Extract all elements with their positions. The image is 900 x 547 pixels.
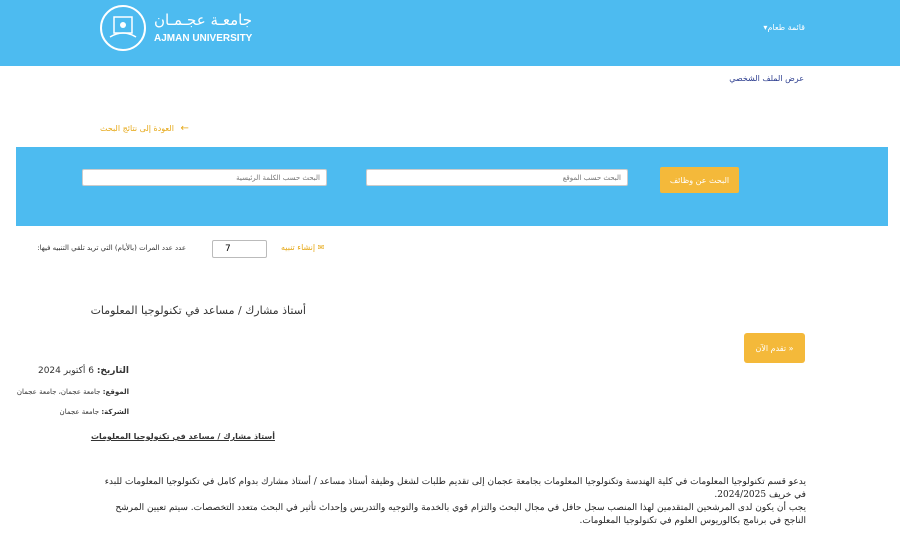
alert-frequency-label: عدد عدد المرات (بالأيام) التي تريد تلقي التنبيه فيها: (37, 244, 186, 252)
back-to-results-link[interactable] (100, 123, 189, 134)
description-paragraph: يجب أن يكون لدى المرشحين المتقدمين لهذا المنصب سجل حافل في مجال البحث والتزام قوي بالخدمة والتوجيه والتدريس وإحداث تأثير في البحث متعدد التخصصات. سيتم تعيين المرشح الناجح في برنامج بكالوريوس العلوم في تكنولوجيا المعلومات. (115, 503, 806, 526)
location-value: جامعة عجمان، جامعة عجمان (16, 388, 101, 396)
description-paragraph: يدعو قسم تكنولوجيا المعلومات في كلية الهندسة وتكنولوجيا المعلومات بجامعة عجمان إلى تقديم طلبات لشغل وظيفة أستاذ مساعد / أستاذ مشارك بدوام كامل في تكنولوجيا المعلومات للبدء في خريف 2024/2025. (104, 477, 806, 500)
job-alert-row (30, 240, 350, 258)
position-heading: أستاذ مشارك / مساعد في تكنولوجيا المعلومات (90, 432, 275, 441)
location-search-input[interactable] (366, 169, 628, 186)
job-description (100, 476, 806, 528)
company-value: جامعة عجمان (59, 408, 100, 416)
alert-days-input[interactable] (212, 240, 267, 258)
company-label: الشركة: (101, 408, 129, 416)
menu-dropdown-toggle[interactable] (763, 23, 805, 32)
job-search-panel (16, 147, 888, 226)
search-jobs-button[interactable]: البحث عن وظائف (660, 167, 739, 193)
location-label: الموقع: (102, 388, 129, 396)
bell-icon: ✉ (317, 243, 325, 252)
job-company (60, 408, 129, 416)
arrow-left-icon: ← (180, 123, 189, 134)
caret-down-icon: ▾ (763, 23, 768, 32)
create-alert-label: إنشاء تنبيه (281, 243, 316, 252)
date-value: 6 أكتوبر 2024 (37, 366, 94, 376)
job-title: أستاذ مشارك / مساعد في تكنولوجيا المعلومات (90, 304, 306, 317)
job-location (17, 388, 129, 396)
university-logo[interactable] (100, 5, 260, 55)
create-alert-link[interactable] (281, 243, 324, 252)
job-date (38, 366, 129, 376)
apply-now-button[interactable]: تقدم الآن » (744, 333, 805, 363)
logo-arabic-text: جامعـة عجـمـان (154, 11, 252, 29)
keyword-search-input[interactable] (82, 169, 327, 186)
menu-label: قائمة طعام (767, 23, 805, 32)
logo-emblem-icon (100, 5, 146, 51)
apply-label: تقدم الآن (755, 343, 787, 353)
back-link-label: العودة إلى نتائج البحث (100, 124, 174, 133)
logo-english-text: AJMAN UNIVERSITY (154, 33, 253, 44)
view-profile-link[interactable]: عرض الملف الشخصي (729, 74, 804, 83)
date-label: التاريخ: (96, 366, 129, 376)
top-header (0, 0, 900, 66)
